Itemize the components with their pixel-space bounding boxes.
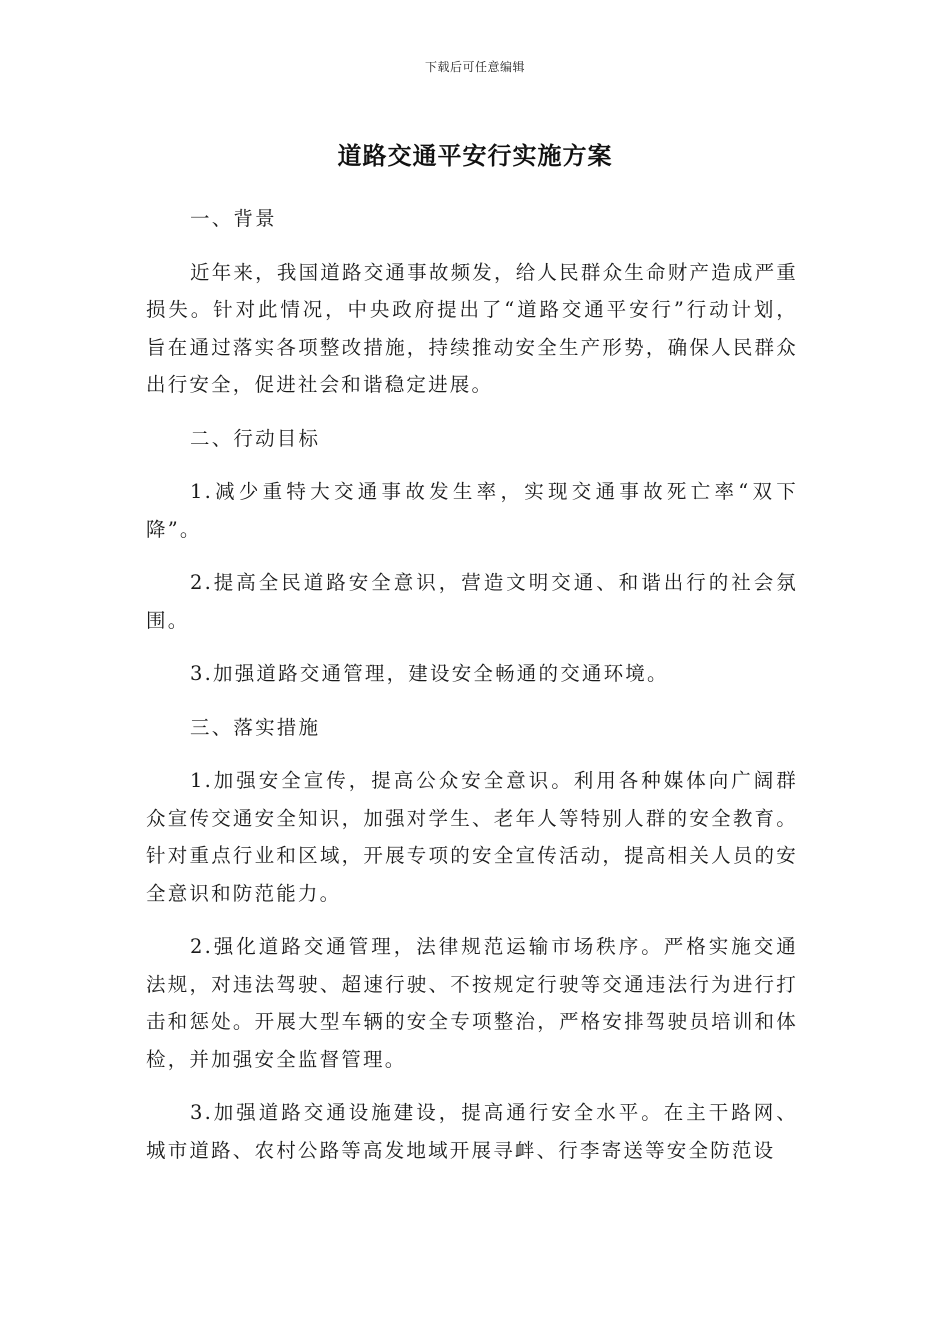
section-heading-background: 一、背景 (190, 207, 277, 230)
document-body (146, 200, 798, 1185)
paragraph-background: 近年来，我国道路交通事故频发，给人民群众生命财产造成严重损失。针对此情况，中央政府提出了“道路交通平安行”行动计划，旨在通过落实各项整改措施，持续推动安全生产形势，确保人民群众出行安全，促进社会和谐稳定进展。 (146, 260, 798, 396)
paragraph-measure-1: 1.加强安全宣传，提高公众安全意识。利用各种媒体向广阔群众宣传交通安全知识，加强对学生、老年人等特别人群的安全教育。针对重点行业和区域，开展专项的安全宣传活动，提高相关人员的安全意识和防范能力。 (146, 769, 798, 905)
paragraph-goal-3: 3.加强道路交通管理，建设安全畅通的交通环境。 (190, 662, 669, 685)
paragraph-goal-1: 1.减少重特大交通事故发生率，实现交通事故死亡率“双下降”。 (146, 480, 798, 541)
paragraph-measure-3: 3.加强道路交通设施建设，提高通行安全水平。在主干路网、城市道路、农村公路等高发地域开展寻衅、行李寄送等安全防范设 (146, 1101, 798, 1162)
section-heading-goals: 二、行动目标 (190, 426, 321, 450)
paragraph-measure-2: 2.强化道路交通管理，法律规范运输市场秩序。严格实施交通法规，对违法驾驶、超速行驶、不按规定行驶等交通违法行为进行打击和惩处。开展大型车辆的安全专项整治，严格安排驾驶员培训和体检，并加强安全监督管理。 (146, 935, 798, 1071)
section-heading-measures: 三、落实措施 (190, 715, 321, 739)
paragraph-goal-2: 2.提高全民道路安全意识，营造文明交通、和谐出行的社会氛围。 (146, 571, 798, 632)
document-title: 道路交通平安行实施方案 (337, 142, 613, 170)
header-note: 下载后可任意编辑 (424, 60, 525, 74)
